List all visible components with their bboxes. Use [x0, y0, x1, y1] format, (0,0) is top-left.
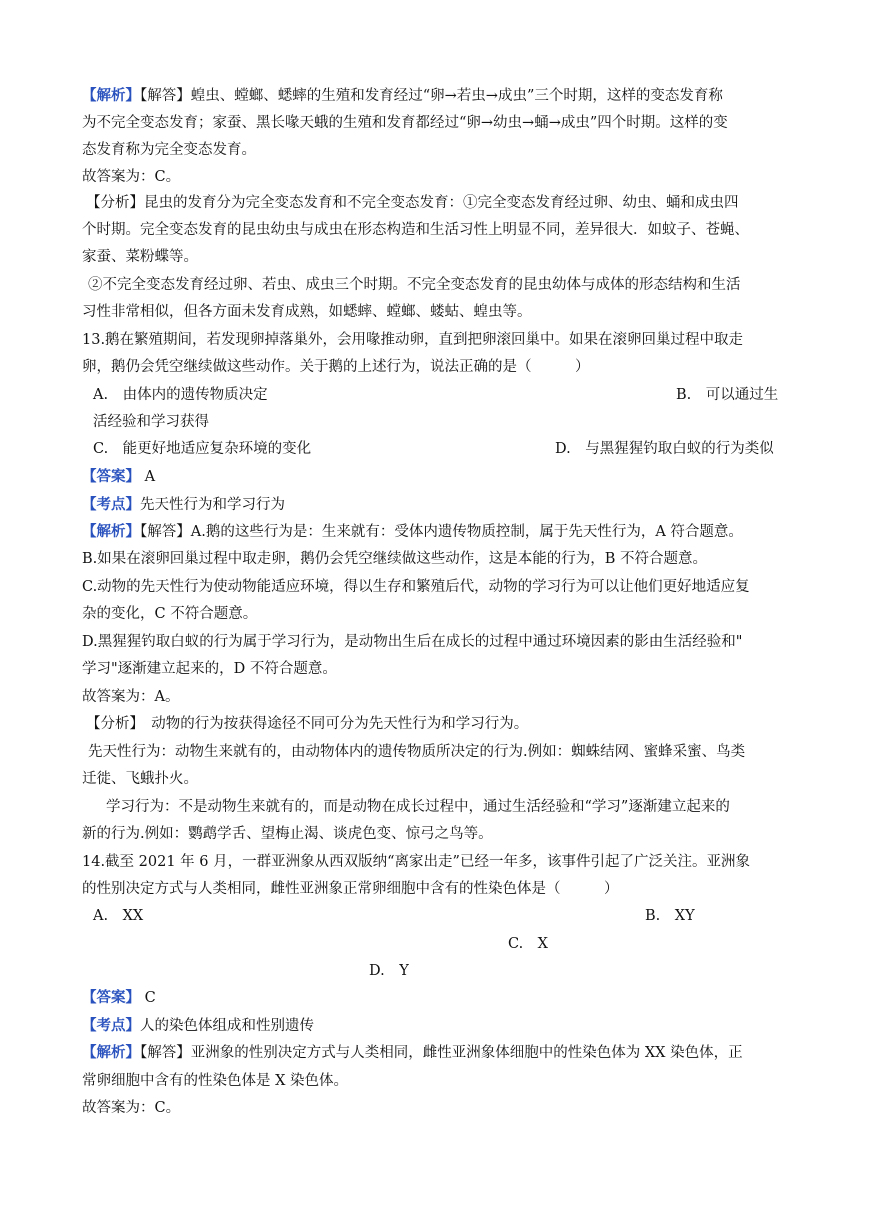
q12-analysis-line-1: 【分析】昆虫的发育分为完全变态发育和不完全变态发育：①完全变态发育经过卵、幼虫、蛹和成虫四 [86, 195, 739, 211]
q14-option-c: C. X [508, 936, 549, 952]
jiexi-tag: 【解析】 [82, 87, 140, 104]
q13-answer: 【答案】 A [82, 468, 156, 485]
q13-explanation-line-5: D.黑猩猩钓取白蚁的行为属于学习行为，是动物出生后在成长的过程中通过环境因素的影由生活经验和" [82, 634, 743, 650]
q13-option-b: B. 可以通过生 [676, 387, 779, 403]
q13-analysis-line-5: 新的行为.例如：鹦鹉学舌、望梅止渴、谈虎色变、惊弓之鸟等。 [82, 826, 493, 842]
q14-option-d: D. Y [369, 963, 409, 979]
q14-option-a: A. XX [93, 908, 144, 924]
q13-analysis-line-2: 先天性行为：动物生来就有的，由动物体内的遗传物质所决定的行为.例如：蜘蛛结网、蜜蜂采蜜、鸟类 [88, 744, 746, 760]
q13-stem-line-1: 13.鹅在繁殖期间，若发现卵掉落巢外，会用喙推动卵，直到把卵滚回巢中。如果在滚卵回巢过程中取走 [82, 332, 744, 348]
q12-explanation-line-3: 态发育称为完全变态发育。 [82, 142, 256, 158]
q13-explanation-line-1: 【解析】【解答】A.鹅的这些行为是：生来就有：受体内遗传物质控制，属于先天性行为，A 符合题意。 [82, 523, 743, 540]
daan-tag: 【答案】 [82, 468, 140, 485]
q13-analysis-line-4: 学习行为：不是动物生来就有的，而是动物在成长过程中，通过生活经验和“学习”逐渐建立起来的 [106, 799, 730, 815]
q14-stem-line-1: 14.截至 2021 年 6 月，一群亚洲象从西双版纳“离家出走”已经一年多，该事件引起了广泛关注。亚洲象 [82, 854, 750, 870]
q12-analysis-line-3: 家蚕、菜粉蝶等。 [82, 249, 198, 265]
q14-option-b: B. XY [645, 908, 695, 924]
q14-explanation-line-1: 【解析】【解答】亚洲象的性别决定方式与人类相同，雌性亚洲象体细胞中的性染色体为 XX 染色体，正 [82, 1044, 743, 1061]
q13-kaodian: 【考点】先天性行为和学习行为 [82, 496, 285, 513]
q13-analysis-line-1: 【分析】 动物的行为按获得途径不同可分为先天性行为和学习行为。 [86, 716, 529, 732]
q13-explanation-line-4: 杂的变化，C 不符合题意。 [82, 606, 258, 622]
q13-explanation-line-3: C.动物的先天性行为使动物能适应环境，得以生存和繁殖后代，动物的学习行为可以让他们更好地适应复 [82, 579, 750, 595]
q13-option-c: C. 能更好地适应复杂环境的变化 [93, 441, 312, 457]
q14-answer: 【答案】 C [82, 989, 156, 1006]
q12-analysis-line-2: 个时期。完全变态发育的昆虫幼虫与成虫在形态构造和生活习性上明显不同，差异很大．如蚊子、苍蝇、 [82, 222, 749, 238]
q12-analysis-line-5: 习性非常相似，但各方面未发育成熟，如蟋蟀、螳螂、蝼蛄、蝗虫等。 [82, 304, 532, 320]
q13-option-b-continued: 活经验和学习获得 [93, 414, 209, 430]
jiexi-tag: 【解析】 [82, 1044, 140, 1061]
q13-option-d: D. 与黑猩猩钓取白蚁的行为类似 [555, 441, 774, 457]
daan-tag: 【答案】 [82, 989, 140, 1006]
q13-option-a: A. 由体内的遗传物质决定 [93, 387, 268, 403]
q12-analysis-line-4: ②不完全变态发育经过卵、若虫、成虫三个时期。不完全变态发育的昆虫幼体与成体的形态结构和生活 [88, 277, 741, 293]
fenxi-tag: 【分析】 [86, 195, 144, 211]
fenxi-tag: 【分析】 [86, 716, 137, 732]
q14-kaodian: 【考点】人的染色体组成和性别遗传 [82, 1017, 314, 1034]
q13-analysis-line-3: 迁徙、飞蛾扑火。 [82, 771, 198, 787]
q12-explanation-line-2: 为不完全变态发育；家蚕、黑长喙天蛾的生殖和发育都经过“卵→幼虫→蛹→成虫”四个时期。这样的变 [82, 115, 728, 131]
q13-stem-line-2: 卵，鹅仍会凭空继续做这些动作。关于鹅的上述行为，说法正确的是（ ） [82, 359, 590, 375]
q14-stem-line-2: 的性别决定方式与人类相同，雌性亚洲象正常卵细胞中含有的性染色体是（ ） [82, 881, 619, 897]
jiexi-tag: 【解析】 [82, 523, 140, 540]
kaodian-tag: 【考点】 [82, 496, 140, 513]
q13-answer-line: 故答案为：A。 [82, 689, 180, 705]
q12-explanation-line-1: 【解析】【解答】蝗虫、螳螂、蟋蟀的生殖和发育经过“卵→若虫→成虫”三个时期，这样的变态发育称 [82, 87, 723, 104]
q12-answer-line: 故答案为：C。 [82, 169, 181, 185]
q13-explanation-line-6: 学习"逐渐建立起来的，D 不符合题意。 [82, 661, 337, 677]
kaodian-tag: 【考点】 [82, 1017, 140, 1034]
q14-answer-line: 故答案为：C。 [82, 1100, 181, 1116]
q13-explanation-line-2: B.如果在滚卵回巢过程中取走卵，鹅仍会凭空继续做这些动作，这是本能的行为，B 不符合题意。 [82, 551, 708, 567]
q14-explanation-line-2: 常卵细胞中含有的性染色体是 X 染色体。 [82, 1073, 349, 1089]
